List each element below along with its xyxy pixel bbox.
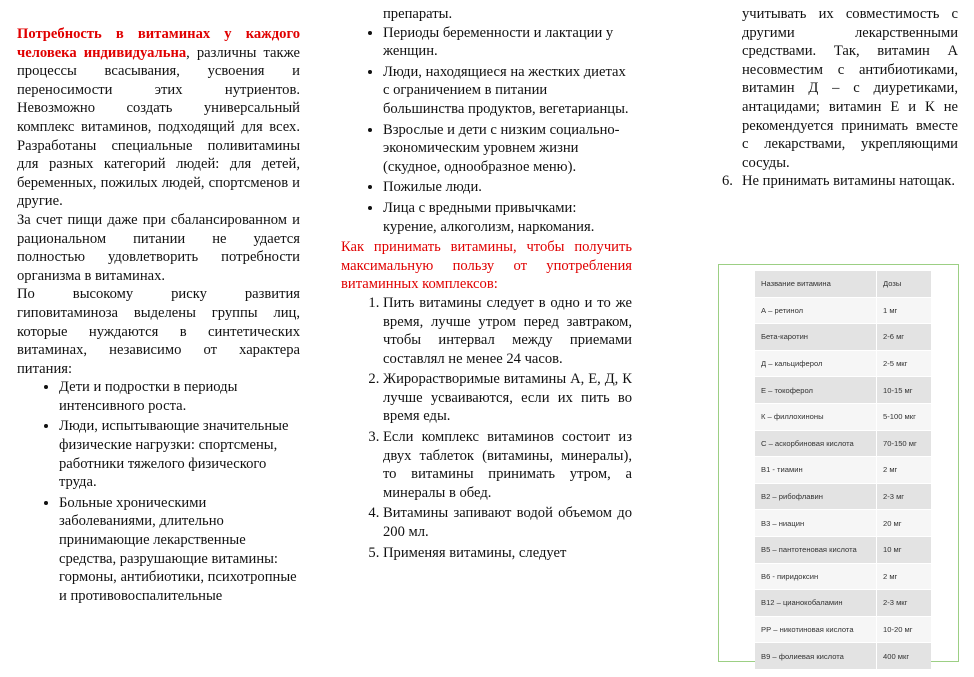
vitamin-name: С – аскорбиновая кислота [755, 430, 877, 457]
vitamin-name: В5 – пантотеновая кислота [755, 536, 877, 563]
table-row [755, 616, 931, 643]
vitamin-name: Е – токоферол [755, 377, 877, 404]
risk-paragraph: По высокому риску развития гиповитаминоза выделены группы лиц, которые нуждаются в синтетических витаминах, независимо от характера питания: [17, 286, 300, 377]
intro-paragraph [17, 25, 300, 211]
column-1 [17, 25, 300, 607]
step-6-number: 6. [722, 173, 733, 190]
vitamin-dose: 2-6 мг [877, 324, 932, 351]
vitamin-name: К – филлохиноны [755, 403, 877, 430]
table-row [755, 324, 931, 351]
list-item: 5. Применяя витамины, следует [383, 544, 632, 563]
vitamin-dose: 2-3 мг [877, 483, 932, 510]
vitamin-dose-table [755, 271, 931, 670]
vitamin-name: В1 - тиамин [755, 457, 877, 484]
table-row [755, 297, 931, 324]
list-continuation: препараты. [383, 6, 453, 22]
vitamin-name: А – ретинол [755, 297, 877, 324]
table-row [755, 536, 931, 563]
list-item: 1. Пить витамины следует в одно и то же время, лучше утром перед завтраком, чтобы интервал между приемами составлял не менее 24 часов. [383, 294, 632, 368]
vitamin-name: Бета-каротин [755, 324, 877, 351]
step-6 [722, 172, 958, 191]
intro-heading: Потребность в витаминах у каждого человека индивидуальна [17, 26, 300, 61]
vitamin-name: В9 – фолиевая кислота [755, 643, 877, 670]
vitamin-dose: 20 мг [877, 510, 932, 537]
how-to-take-list [341, 294, 632, 562]
list-item: 4. Витамины запивают водой объемом до 200 мл. [383, 504, 632, 541]
vitamin-name: Д – кальциферол [755, 350, 877, 377]
vitamin-name: В3 – ниацин [755, 510, 877, 537]
vitamin-dose: 10-20 мг [877, 616, 932, 643]
vitamin-name: В6 - пиридоксин [755, 563, 877, 590]
intro-text: , различны также процессы всасывания, усвоения и переносимости этих нутриентов. Невозможно создать универсальный комплекс витаминов, подходящий для всех. Разработаны специальные поливитамины для разных категорий людей: для детей, беременных, пожилых людей, спортсменов и другие. [17, 44, 300, 210]
food-paragraph: За счет пищи даже при сбалансированном и рациональном питании не удается полностью удовлетворить потребности организма в витаминах. [17, 211, 300, 284]
vitamin-dose: 70-150 мг [877, 430, 932, 457]
table-header-row [755, 271, 931, 297]
table-row [755, 457, 931, 484]
how-to-take-heading: Как принимать витамины, чтобы получить максимальную пользу от употребления витаминных комплексов: [341, 239, 632, 293]
list-item: • Лица с вредными привычками: курение, алкоголизм, наркомания. [383, 199, 632, 236]
table-row [755, 403, 931, 430]
table-row [755, 483, 931, 510]
header-name: Название витамина [755, 271, 877, 297]
header-dose: Дозы [877, 271, 932, 297]
vitamin-dose: 400 мкг [877, 643, 932, 670]
vitamin-name: РР – никотиновая кислота [755, 616, 877, 643]
table-row [755, 510, 931, 537]
column-2 [341, 6, 632, 564]
vitamin-dose: 10 мг [877, 536, 932, 563]
table-row [755, 590, 931, 617]
vitamin-dose: 5-100 мкг [877, 403, 932, 430]
list-item: 3. Если комплекс витаминов состоит из двух таблеток (витамины, минералы), то витамины принимать утром, а минералы в обед. [383, 428, 632, 502]
list-item: • Дети и подростки в периоды интенсивного роста. [59, 378, 300, 415]
vitamin-dose: 2-5 мкг [877, 350, 932, 377]
vitamin-dose: 2-3 мкг [877, 590, 932, 617]
list-item: • Люди, находящиеся на жестких диетах с ограничением в питании большинства продуктов, вегетарианцы. [383, 63, 632, 119]
risk-group-list [17, 378, 300, 605]
list-item: • Люди, испытывающие значительные физические нагрузки: спортсмены, работники тяжелого физического труда. [59, 417, 300, 491]
vitamin-dose: 10-15 мг [877, 377, 932, 404]
table-row [755, 377, 931, 404]
vitamin-name: В2 – рибофлавин [755, 483, 877, 510]
column-3 [722, 6, 958, 191]
vitamin-table-frame [718, 264, 959, 662]
step-6-text: Не принимать витамины натощак. [742, 173, 956, 190]
table-row [755, 563, 931, 590]
vitamin-dose: 2 мг [877, 457, 932, 484]
step5-continuation: учитывать их совместимость с другими лекарственными средствами. Так, витамин А несовместим с антибиотиками, витамин Д – с диуретиками, антацидами; витамин Е и К не рекомендуется принимать вместе с лекарствами, укрепляющими сосуды. [742, 6, 958, 171]
list-item: • Взрослые и дети с низким социально-экономическим уровнем жизни (скудное, однообразное меню). [383, 121, 632, 177]
list-item: • Больные хроническими заболеваниями, длительно принимающие лекарственные средства, разрушающие витамины: гормоны, антибиотики, психотропные и противовоспалительные [59, 494, 300, 606]
vitamin-name: В12 – цианокобаламин [755, 590, 877, 617]
list-item: 2. Жирорастворимые витамины А, Е, Д, К лучше усваиваются, если их пить во время еды. [383, 370, 632, 426]
risk-group-list-continued [341, 24, 632, 237]
list-item: • Пожилые люди. [383, 178, 632, 197]
table-row [755, 350, 931, 377]
table-row [755, 430, 931, 457]
list-item: • Периоды беременности и лактации у женщин. [383, 24, 632, 61]
vitamin-dose: 1 мг [877, 297, 932, 324]
vitamin-dose: 2 мг [877, 563, 932, 590]
table-row [755, 643, 931, 670]
